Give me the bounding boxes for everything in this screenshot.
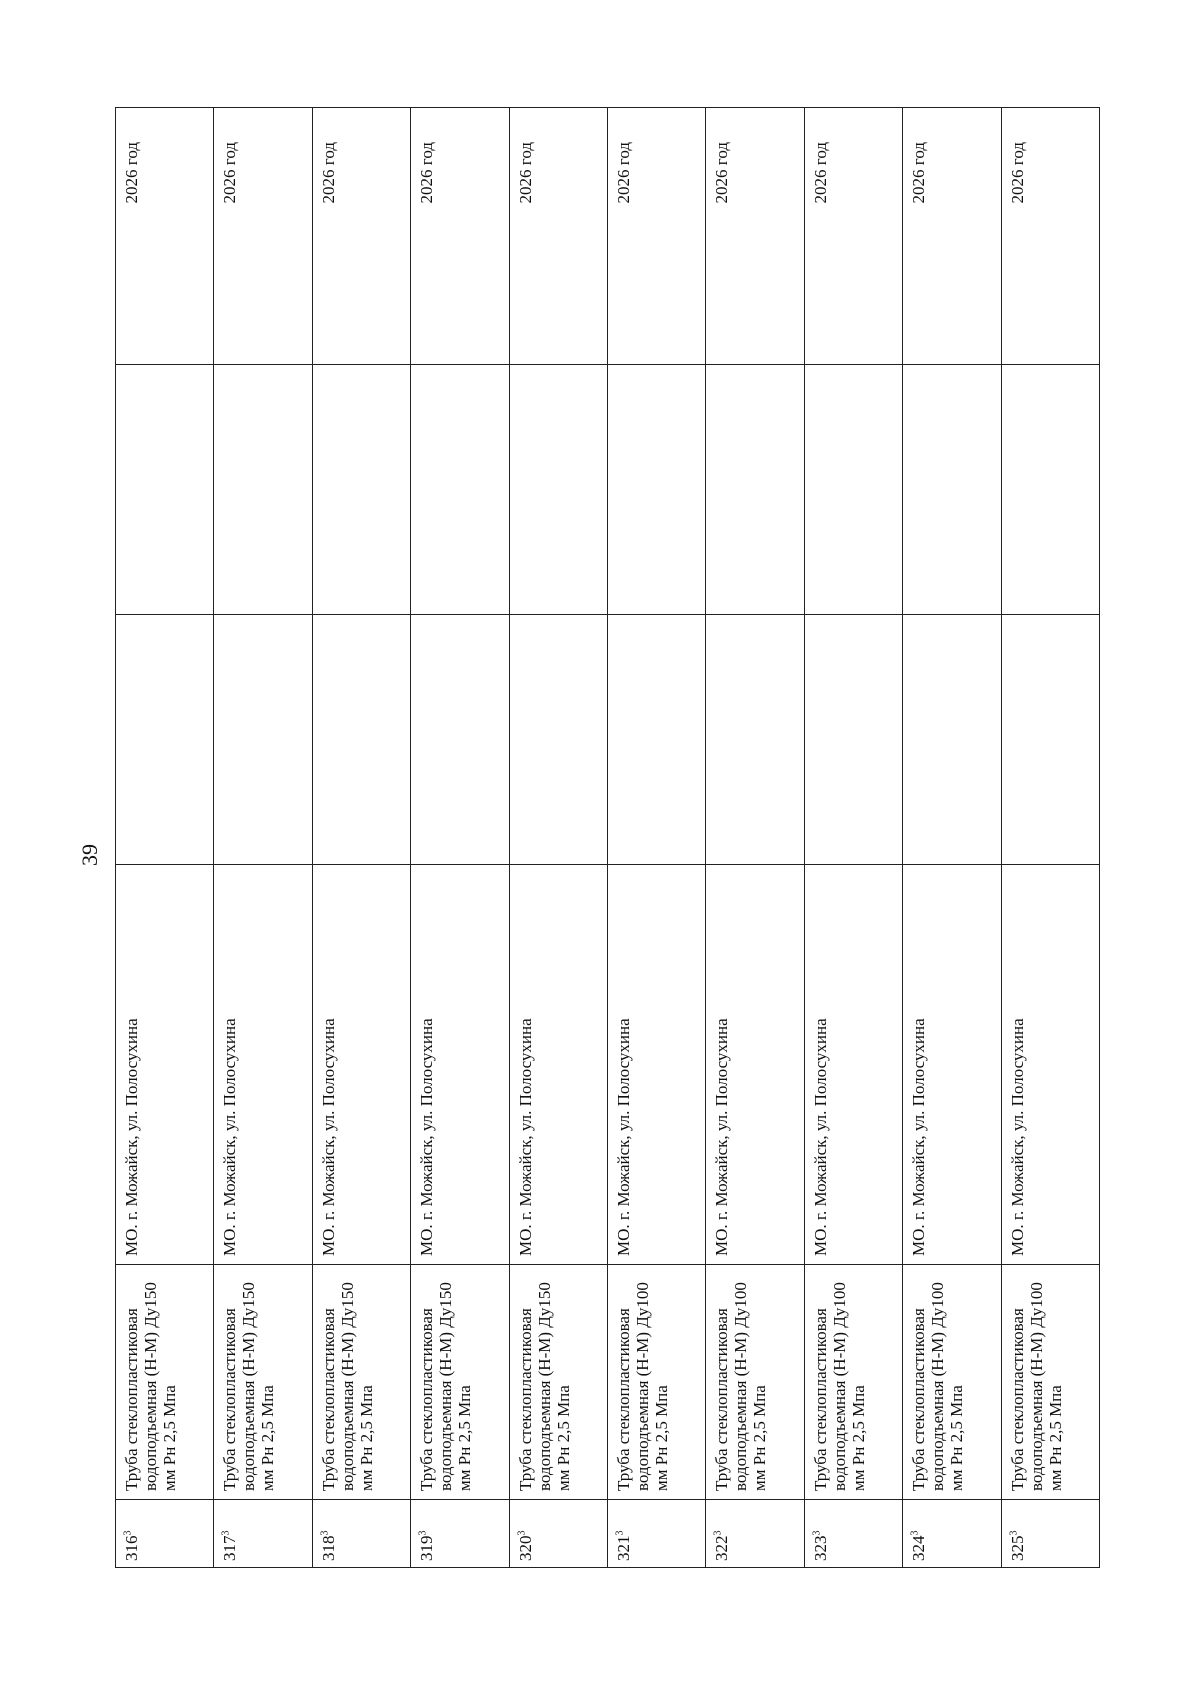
row-number-superscript: 3 xyxy=(614,1530,626,1536)
table-row xyxy=(903,108,1001,1568)
row-number: 323 xyxy=(810,1535,830,1561)
empty-cell-2 xyxy=(411,365,509,615)
row-number-superscript: 3 xyxy=(909,1530,921,1536)
empty-cell-1 xyxy=(903,615,1001,865)
empty-cell-2 xyxy=(903,365,1001,615)
year-cell: 2026 год xyxy=(509,108,607,365)
address-cell: МО. г. Можайск, ул. Полосухина xyxy=(903,865,1001,1265)
table-row xyxy=(411,108,509,1568)
year-cell: 2026 год xyxy=(312,108,410,365)
row-number-superscript: 3 xyxy=(712,1530,724,1536)
year-cell: 2026 год xyxy=(411,108,509,365)
pipe-inventory-table xyxy=(115,107,1100,1568)
empty-cell-1 xyxy=(706,615,804,865)
row-number: 325 xyxy=(1007,1535,1027,1561)
year-cell: 2026 год xyxy=(706,108,804,365)
address-cell: МО. г. Можайск, ул. Полосухина xyxy=(312,865,410,1265)
year-cell: 2026 год xyxy=(116,108,214,365)
row-number-superscript: 3 xyxy=(122,1530,134,1536)
empty-cell-1 xyxy=(411,615,509,865)
rotated-table-frame xyxy=(115,108,1100,1568)
item-name-cell: Труба стеклопластиковая водоподъемная (Н-М) Ду150 мм Рн 2,5 Мпа xyxy=(116,1265,214,1500)
row-number-superscript: 3 xyxy=(1007,1530,1019,1536)
empty-cell-1 xyxy=(214,615,312,865)
item-name-cell: Труба стеклопластиковая водоподъемная (Н-М) Ду150 мм Рн 2,5 Мпа xyxy=(411,1265,509,1500)
row-number: 324 xyxy=(909,1535,929,1561)
empty-cell-1 xyxy=(312,615,410,865)
address-cell: МО. г. Можайск, ул. Полосухина xyxy=(804,865,902,1265)
row-number: 317 xyxy=(220,1535,240,1561)
row-number-cell xyxy=(411,1500,509,1568)
table-row xyxy=(804,108,902,1568)
address-cell: МО. г. Можайск, ул. Полосухина xyxy=(706,865,804,1265)
table-row xyxy=(214,108,312,1568)
address-cell: МО. г. Можайск, ул. Полосухина xyxy=(411,865,509,1265)
row-number-cell xyxy=(804,1500,902,1568)
empty-cell-2 xyxy=(312,365,410,615)
year-cell: 2026 год xyxy=(804,108,902,365)
row-number-cell xyxy=(214,1500,312,1568)
table-body xyxy=(116,108,1100,1568)
row-number: 321 xyxy=(613,1535,633,1561)
item-name-cell: Труба стеклопластиковая водоподъемная (Н-М) Ду100 мм Рн 2,5 Мпа xyxy=(706,1265,804,1500)
row-number-cell xyxy=(1001,1500,1099,1568)
year-cell: 2026 год xyxy=(1001,108,1099,365)
address-cell: МО. г. Можайск, ул. Полосухина xyxy=(214,865,312,1265)
row-number: 322 xyxy=(712,1535,732,1561)
empty-cell-2 xyxy=(509,365,607,615)
item-name-cell: Труба стеклопластиковая водоподъемная (Н-М) Ду150 мм Рн 2,5 Мпа xyxy=(214,1265,312,1500)
row-number-cell xyxy=(607,1500,705,1568)
item-name-cell: Труба стеклопластиковая водоподъемная (Н-М) Ду150 мм Рн 2,5 Мпа xyxy=(509,1265,607,1500)
empty-cell-2 xyxy=(607,365,705,615)
empty-cell-2 xyxy=(214,365,312,615)
item-name-cell: Труба стеклопластиковая водоподъемная (Н-М) Ду100 мм Рн 2,5 Мпа xyxy=(1001,1265,1099,1500)
empty-cell-2 xyxy=(804,365,902,615)
year-cell: 2026 год xyxy=(607,108,705,365)
row-number: 320 xyxy=(515,1535,535,1561)
empty-cell-2 xyxy=(1001,365,1099,615)
item-name-cell: Труба стеклопластиковая водоподъемная (Н-М) Ду100 мм Рн 2,5 Мпа xyxy=(804,1265,902,1500)
row-number-cell xyxy=(509,1500,607,1568)
table-row xyxy=(509,108,607,1568)
row-number-cell xyxy=(706,1500,804,1568)
empty-cell-1 xyxy=(607,615,705,865)
address-cell: МО. г. Можайск, ул. Полосухина xyxy=(509,865,607,1265)
row-number-superscript: 3 xyxy=(220,1530,232,1536)
row-number-superscript: 3 xyxy=(515,1530,527,1536)
row-number-cell xyxy=(116,1500,214,1568)
empty-cell-2 xyxy=(116,365,214,615)
address-cell: МО. г. Можайск, ул. Полосухина xyxy=(116,865,214,1265)
row-number: 316 xyxy=(122,1535,141,1561)
table-row xyxy=(607,108,705,1568)
row-number-superscript: 3 xyxy=(811,1530,823,1536)
table-row xyxy=(116,108,214,1568)
item-name-cell: Труба стеклопластиковая водоподъемная (Н-М) Ду150 мм Рн 2,5 Мпа xyxy=(312,1265,410,1500)
item-name-cell: Труба стеклопластиковая водоподъемная (Н-М) Ду100 мм Рн 2,5 Мпа xyxy=(903,1265,1001,1500)
row-number: 319 xyxy=(417,1535,437,1561)
table-row xyxy=(706,108,804,1568)
year-cell: 2026 год xyxy=(903,108,1001,365)
row-number-superscript: 3 xyxy=(319,1530,331,1536)
year-cell: 2026 год xyxy=(214,108,312,365)
empty-cell-1 xyxy=(116,615,214,865)
item-name-cell: Труба стеклопластиковая водоподъемная (Н-М) Ду100 мм Рн 2,5 Мпа xyxy=(607,1265,705,1500)
table-row xyxy=(312,108,410,1568)
row-number-cell xyxy=(903,1500,1001,1568)
row-number-superscript: 3 xyxy=(417,1530,429,1536)
address-cell: МО. г. Можайск, ул. Полосухина xyxy=(607,865,705,1265)
empty-cell-1 xyxy=(804,615,902,865)
address-cell: МО. г. Можайск, ул. Полосухина xyxy=(1001,865,1099,1265)
table-row xyxy=(1001,108,1099,1568)
empty-cell-1 xyxy=(1001,615,1099,865)
empty-cell-2 xyxy=(706,365,804,615)
empty-cell-1 xyxy=(509,615,607,865)
row-number: 318 xyxy=(318,1535,338,1561)
row-number-cell xyxy=(312,1500,410,1568)
page-number: 39 xyxy=(77,844,102,866)
